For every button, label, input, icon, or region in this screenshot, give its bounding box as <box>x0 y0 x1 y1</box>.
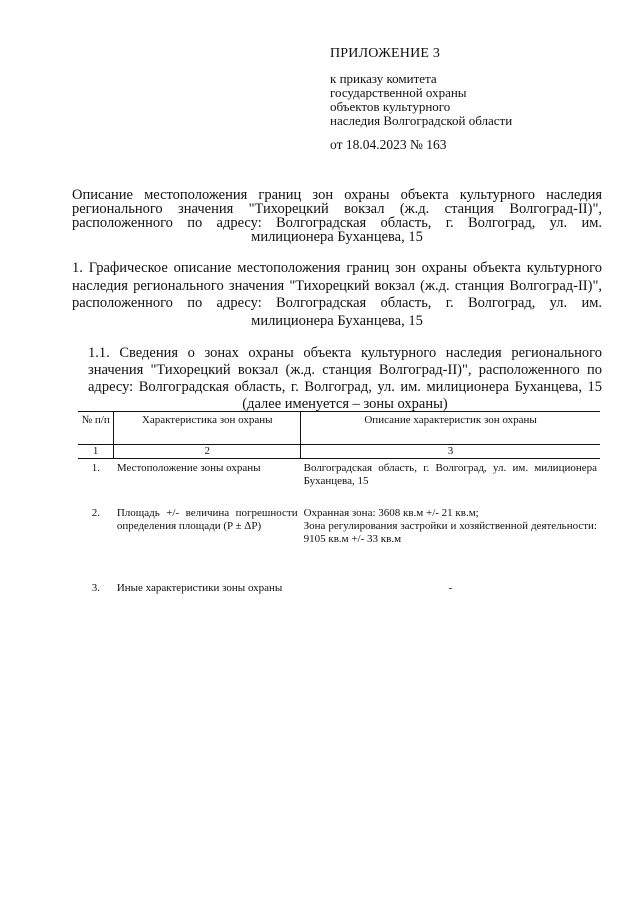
appendix-line: государственной охраны <box>330 85 467 100</box>
row-number: 3. <box>91 582 101 594</box>
zones-table <box>78 411 600 595</box>
column-number: 1 <box>78 445 114 459</box>
appendix-line: к приказу комитета <box>330 71 437 86</box>
header-description: Описание характеристик зон охраны <box>301 412 600 445</box>
table-header-row <box>78 412 600 445</box>
row-description-line: Зона регулирования застройки и хозяйственной деятельности: 9105 кв.м +/- 33 кв.м <box>303 520 597 545</box>
section-1-title: 1. Графическое описание местоположения границ зон охраны объекта культурного наследия регионального значения "Тихорецкий вокзал (ж.д. станция Волгоград-II)", расположенного по адресу: Волгоградская область, г. Волгоград, ул. им. милиционера Буханцева, 15 <box>72 260 602 329</box>
description-title: Описание местоположения границ зон охраны объекта культурного наследия регионального значения "Тихорецкий вокзал (ж.д. станция Волгоград-II)", расположенного по адресу: Волгоградская область, г. Волгоград, ул. им. милиционера Буханцева, 15 <box>72 187 602 245</box>
header-number: № п/п <box>78 412 114 445</box>
column-number: 2 <box>114 445 301 459</box>
section-1-1-title: 1.1. Сведения о зонах охраны объекта культурного наследия регионального значения "Тихорецкий вокзал (ж.д. станция Волгоград-II)", расположенного по адресу: Волгоградская область, г. Волгоград, ул. им. милиционера Буханцева, 15 (далее именуется – зоны охраны) <box>88 345 602 412</box>
header-characteristic: Характеристика зон охраны <box>114 412 301 445</box>
appendix-date: от 18.04.2023 № 163 <box>330 137 447 152</box>
column-number: 3 <box>301 445 600 459</box>
appendix-line: наследия Волгоградской области <box>330 113 513 128</box>
row-number: 2. <box>91 507 101 519</box>
appendix-line: объектов культурного <box>330 99 451 114</box>
appendix-order-reference <box>330 72 512 128</box>
row-characteristic: Иные характеристики зоны охраны <box>116 582 283 594</box>
row-characteristic: Площадь +/- величина погрешности определения площади (P ± ΔP) <box>116 507 298 532</box>
row-description: - <box>448 582 453 594</box>
table-row <box>78 579 600 595</box>
row-number: 1. <box>91 462 101 474</box>
table-column-numbers-row <box>78 445 600 459</box>
row-description-line: Охранная зона: 3608 кв.м +/- 21 кв.м; <box>303 507 479 519</box>
table-row <box>78 504 600 579</box>
appendix-title: ПРИЛОЖЕНИЕ 3 <box>330 46 441 61</box>
row-description: Волгоградская область, г. Волгоград, ул. им. милиционера Буханцева, 15 <box>303 462 597 487</box>
row-description <box>301 504 600 579</box>
row-characteristic: Местоположение зоны охраны <box>116 462 261 474</box>
table-row <box>78 459 600 505</box>
